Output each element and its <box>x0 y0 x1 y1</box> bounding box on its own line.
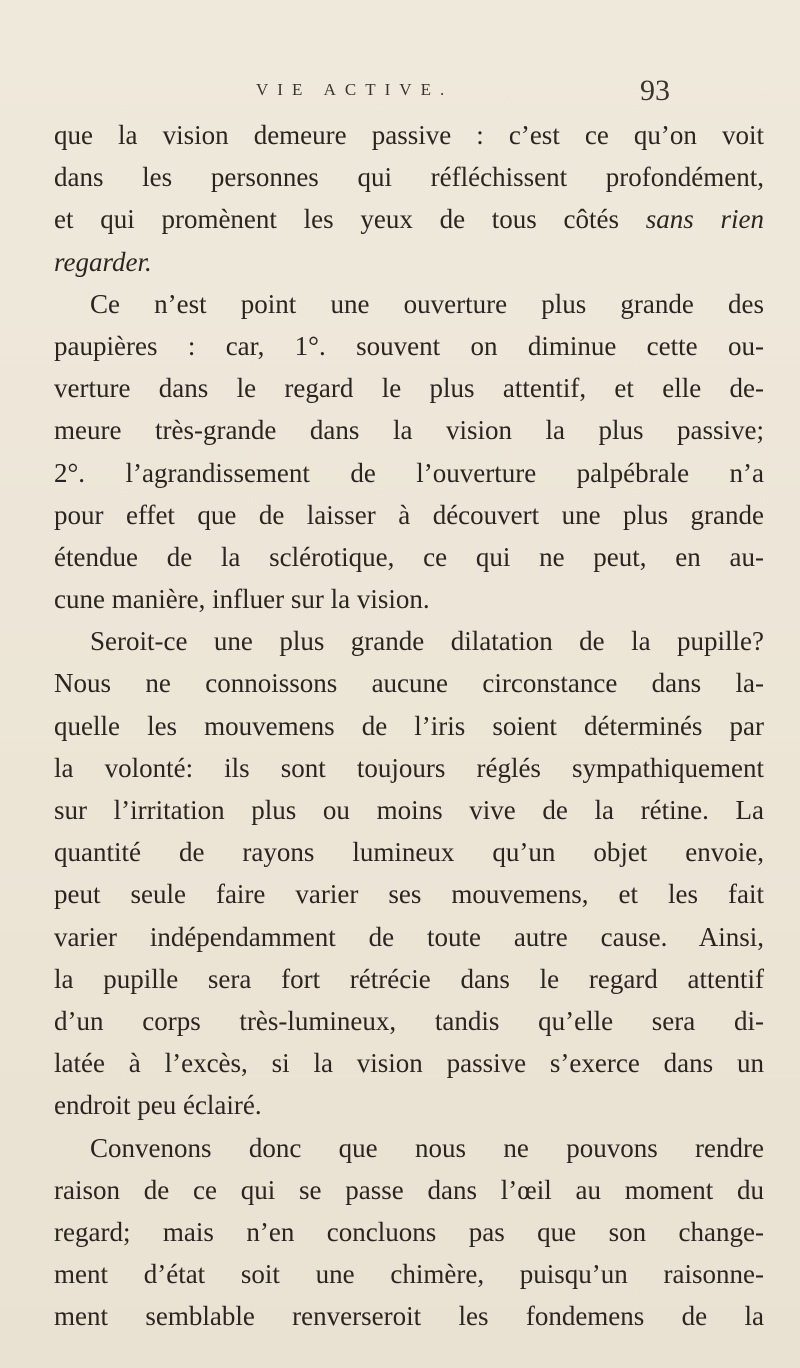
text-line: verture dans le regard le plus attentif, et elle de- <box>54 373 764 404</box>
text-line: ment semblable renverseroit les fondemens de la <box>54 1301 764 1332</box>
body-text <box>54 114 764 1337</box>
text-line: étendue de la sclérotique, ce qui ne peut, en au- <box>54 541 764 572</box>
text-line: regard; mais n’en concluons pas que son change- <box>54 1216 764 1247</box>
text-line: cune manière, influer sur la vision. <box>54 584 430 615</box>
text-line: Nous ne connoissons aucune circonstance dans la- <box>54 668 764 699</box>
paragraph-start: Convenons donc que nous ne pouvons rendre <box>90 1132 764 1163</box>
text-line: varier indépendamment de toute autre cause. Ainsi, <box>54 921 764 952</box>
running-head: VIE ACTIVE. <box>256 80 454 99</box>
text-line: paupières : car, 1°. souvent on diminue cette ou- <box>54 330 764 361</box>
text-line: la volonté: ils sont toujours réglés sympathiquement <box>54 752 764 783</box>
text-line: dans les personnes qui réfléchissent profondément, <box>54 162 764 193</box>
paragraph-start: Seroit-ce une plus grande dilatation de la pupille? <box>90 626 764 657</box>
text-line: latée à l’excès, si la vision passive s’exerce dans un <box>54 1048 764 1079</box>
italic-phrase: sans rien <box>645 204 764 235</box>
text-line: d’un corps très-lumineux, tandis qu’elle sera di- <box>54 1005 764 1036</box>
text-line: la pupille sera fort rétrécie dans le regard attentif <box>54 963 764 994</box>
text-line: peut seule faire varier ses mouvemens, et les fait <box>54 879 764 910</box>
text-line: sur l’irritation plus ou moins vive de la rétine. La <box>54 795 764 825</box>
text-line: endroit peu éclairé. <box>54 1090 262 1121</box>
paragraph-start: Ce n’est point une ouverture plus grande des <box>90 288 764 319</box>
text-line: meure très-grande dans la vision la plus passive; <box>54 415 764 446</box>
page-header <box>0 74 800 114</box>
text-line: raison de ce qui se passe dans l’œil au moment du <box>54 1174 764 1205</box>
text-line: quelle les mouvemens de l’iris soient déterminés par <box>54 710 764 741</box>
text-line: quantité de rayons lumineux qu’un objet envoie, <box>54 837 764 868</box>
text-line: ment d’état soit une chimère, puisqu’un raisonne- <box>54 1259 764 1290</box>
text-line <box>54 198 764 240</box>
text-line: pour effet que de laisser à découvert une plus grande <box>54 499 764 530</box>
page-number: 93 <box>640 74 670 107</box>
text-line: 2°. l’agrandissement de l’ouverture palpébrale n’a <box>54 457 764 488</box>
text-line: que la vision demeure passive : c’est ce qu’on voit <box>54 120 764 150</box>
text-line <box>54 241 764 283</box>
italic-phrase: regarder. <box>54 246 152 277</box>
text-line-roman: et qui promènent les yeux de tous côtés <box>54 204 620 235</box>
